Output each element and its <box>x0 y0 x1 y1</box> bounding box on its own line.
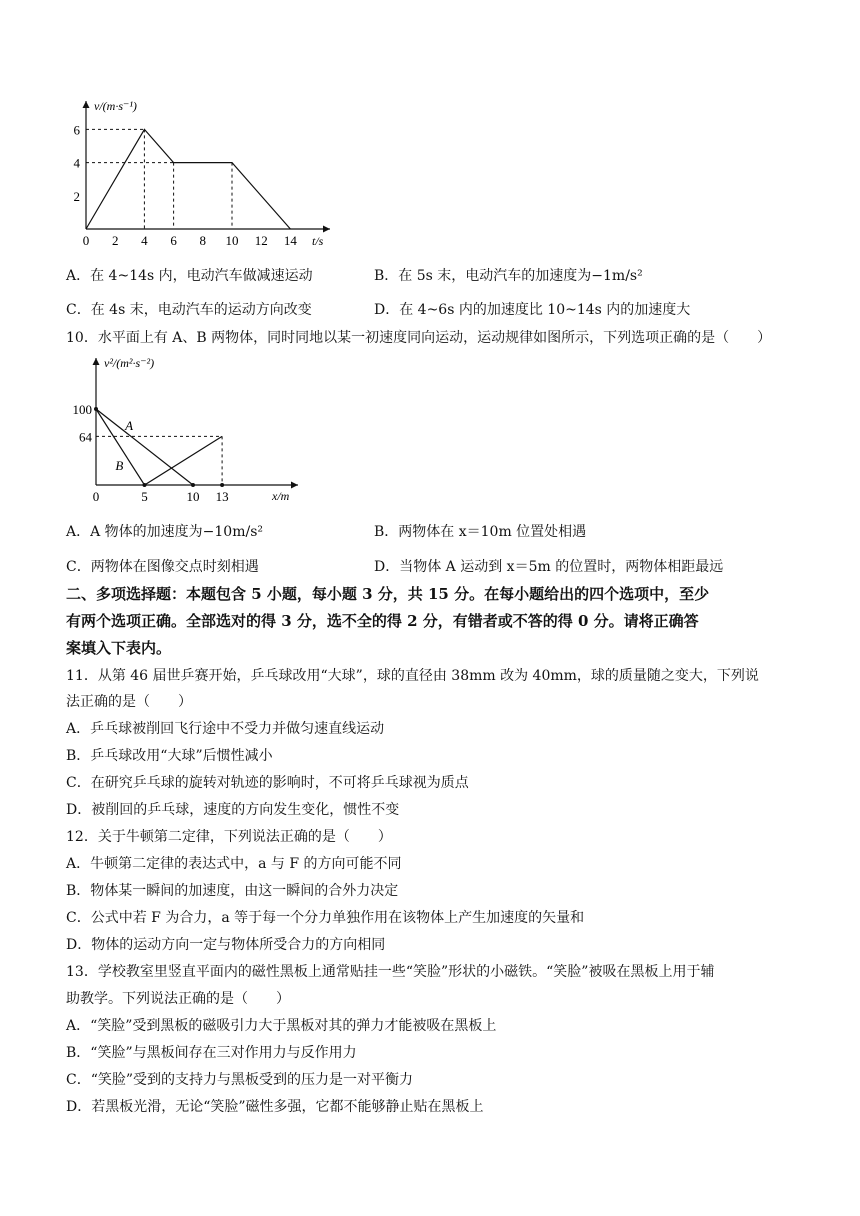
series-b-label: B <box>115 457 124 473</box>
series-b-line <box>96 409 222 485</box>
q12-stem: 12．关于牛顿第二定律，下列说法正确的是（ ） <box>66 829 392 845</box>
series-a-label: A <box>125 417 134 433</box>
x-tick-12: 12 <box>254 233 268 248</box>
q10-option-d: D．当物体 A 运动到 x＝5m 的位置时，两物体相距最远 <box>374 559 724 575</box>
q13-option-b: B．“笑脸”与黑板间存在三对作用力与反作用力 <box>66 1045 357 1061</box>
y-tick-2: 2 <box>73 188 80 204</box>
q13-stem-line1: 13．学校教室里竖直平面内的磁性黑板上通常贴挂一些“笑脸”形状的小磁铁。“笑脸”被吸在黑板上用于辅 <box>66 964 715 980</box>
guide-lines <box>86 129 232 229</box>
velocity-line <box>86 129 290 229</box>
q10-option-a: A．A 物体的加速度为−10m/s² <box>66 524 264 540</box>
x-tick-13: 13 <box>215 489 229 502</box>
x-tick-8: 8 <box>199 233 207 248</box>
x-axis-label: x/m <box>272 489 290 502</box>
q13-option-d: D．若黑板光滑，无论“笑脸”磁性多强，它都不能够静止贴在黑板上 <box>66 1099 484 1115</box>
x-tick-labels <box>93 489 229 502</box>
q12-option-b: B．物体某一瞬间的加速度，由这一瞬间的合外力决定 <box>66 883 399 899</box>
q12-option-c: C．公式中若 F 为合力，a 等于每一个分力单独作用在该物体上产生加速度的矢量和 <box>66 910 585 926</box>
q11-option-b: B．乒乓球改用“大球”后惯性减小 <box>66 748 273 764</box>
v2-x-chart <box>62 352 322 502</box>
y-axis-label: v²/(m²·s⁻²) <box>104 356 155 370</box>
section2-heading-line2: 有两个选项正确。全部选对的得 3 分，选不全的得 2 分，有错者或不答的得 0 分。请将正确答 <box>66 612 699 630</box>
q9-option-b: B．在 5s 末，电动汽车的加速度为−1m/s² <box>374 268 643 284</box>
y-axis-label: v/(m·s⁻¹) <box>94 99 137 113</box>
x-tick-10: 10 <box>225 233 239 248</box>
q9-option-a: A．在 4~14s 内，电动汽车做减速运动 <box>66 268 313 284</box>
q10-option-b: B．两物体在 x＝10m 位置处相遇 <box>374 524 587 540</box>
y-tick-64: 64 <box>79 429 92 445</box>
q12-option-a: A．牛顿第二定律的表达式中，a 与 F 的方向可能不同 <box>66 856 402 872</box>
y-tick-4: 4 <box>73 155 80 171</box>
q11-option-a: A．乒乓球被削回飞行途中不受力并做匀速直线运动 <box>66 721 385 737</box>
q9-option-d: D．在 4~6s 内的加速度比 10~14s 内的加速度大 <box>374 302 691 318</box>
q13-stem-line2: 助教学。下列说法正确的是（ ） <box>66 991 290 1007</box>
y-tick-6: 6 <box>73 122 80 138</box>
q11-stem-line2: 法正确的是（ ） <box>66 694 192 710</box>
q11-option-d: D．被削回的乒乓球，速度的方向发生变化，惯性不变 <box>66 802 400 818</box>
q11-option-c: C．在研究乒乓球的旋转对轨迹的影响时，不可将乒乓球视为质点 <box>66 775 469 791</box>
series-a-line <box>96 409 193 485</box>
velocity-time-chart <box>60 95 400 255</box>
q13-option-a: A．“笑脸”受到黑板的磁吸引力大于黑板对其的弹力才能被吸在黑板上 <box>66 1018 497 1034</box>
y-tick-labels <box>74 122 81 203</box>
q10-option-c: C．两物体在图像交点时刻相遇 <box>66 559 259 575</box>
x-tick-10: 10 <box>186 489 200 502</box>
x-tick-4: 4 <box>141 233 148 248</box>
q11-stem-line1: 11．从第 46 届世乒赛开始，乒乓球改用“大球”，球的直径由 38mm 改为 40mm，球的质量随之变大，下列说 <box>66 668 759 684</box>
x-tick-5: 5 <box>141 489 148 502</box>
q9-option-c: C．在 4s 末，电动汽车的运动方向改变 <box>66 302 312 318</box>
x-tick-14: 14 <box>283 233 297 248</box>
x-tick-0: 0 <box>92 489 100 502</box>
x-axis-label: t/s <box>312 234 324 248</box>
x-tick-2: 2 <box>111 233 119 248</box>
x-tick-labels <box>83 233 298 248</box>
q12-option-d: D．物体的运动方向一定与物体所受合力的方向相同 <box>66 937 386 953</box>
x-tick-6: 6 <box>170 233 177 248</box>
y-tick-100: 100 <box>72 402 92 417</box>
section2-heading-line1: 二、多项选择题：本题包含 5 小题，每小题 3 分，共 15 分。在每小题给出的四个选项中，至少 <box>66 585 710 603</box>
point-13 <box>220 483 224 487</box>
q10-stem: 10．水平面上有 A、B 两物体，同时同地以某一初速度同向运动，运动规律如图所示，下列选项正确的是（ ） <box>66 330 772 346</box>
y-tick-labels <box>73 402 93 444</box>
x-tick-0: 0 <box>82 233 90 248</box>
section2-heading-line3: 案填入下表内。 <box>66 639 172 657</box>
q13-option-c: C．“笑脸”受到的支持力与黑板受到的压力是一对平衡力 <box>66 1072 414 1088</box>
